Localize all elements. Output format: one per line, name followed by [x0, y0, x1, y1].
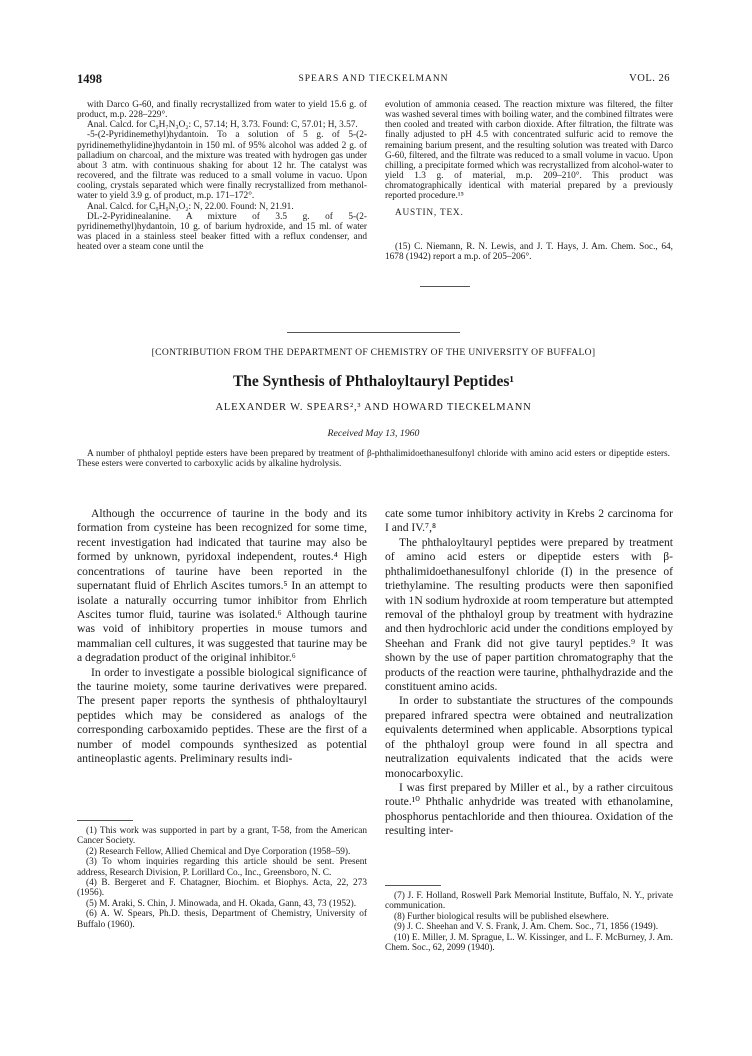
paragraph: with Darco G-60, and finally recrystallized from water to yield 15.6 g. of product, m.p. 228–229°. — [77, 100, 367, 121]
article-divider — [287, 332, 460, 333]
body-right-column — [385, 507, 673, 839]
paragraph: Although the occurrence of taurine in the body and its formation from cysteine has been recognized for some time, recent investigation had indicated that taurine may also be formed by unknown, pyridoxal independent, routes.⁴ High concentrations of taurine have been reported in the supernatant fluid of Ehrlich Ascites tumors.⁵ In an attempt to isolate a naturally occurring tumor inhibitor from Ehrlich Ascites tumor fluid, taurine was isolated.⁶ Although taurine was void of inhibitory properties in mouse tumors and mammalian cell cultures, it was suggested that taurine may be a degradation product of the original inhibitor.⁶ — [77, 507, 367, 665]
footnotes-left — [77, 826, 367, 930]
footnote: (2) Research Fellow, Allied Chemical and Dye Corporation (1958–59). — [86, 846, 351, 857]
prev-article-right-column — [385, 100, 673, 262]
footnote: (6) A. W. Spears, Ph.D. thesis, Department of Chemistry, University of Buffalo (1960). — [77, 909, 367, 930]
paragraph: cate some tumor inhibitory activity in Krebs 2 carcinoma for I and IV.⁷,⁸ — [385, 507, 673, 535]
footnote-rule — [420, 286, 470, 287]
running-title: SPEARS AND TIECKELMANN — [298, 74, 449, 84]
footnote: (8) Further biological results will be published elsewhere. — [394, 911, 609, 922]
page-number: 1498 — [77, 72, 102, 86]
footnote: (4) B. Bergeret and F. Chatagner, Biochim. et Biophys. Acta, 22, 273 (1956). — [77, 878, 367, 899]
paragraph: evolution of ammonia ceased. The reaction mixture was filtered, the filter was washed several times with boiling water, and the combined filtrates were then cooled and treated with carbon dioxide. After filtration, the filtrate was finally adjusted to pH 4.5 with concentrated sulfuric acid to remove the remaining barium present, and the resulting solution was treated with Darco G-60, filtered, and the filtrate was reduced to a small volume in vacuo. Upon chilling, a precipitate formed which was recrystallized from alcohol-water to yield 1.3 g. of material, m.p. 209–210°. This product was chromatographically identical with material prepared by a previously reported procedure.¹⁵ — [385, 100, 673, 202]
abstract-text: A number of phthaloyl peptide esters have been prepared by treatment of β-phthalimidoethanesulfonyl chloride with amino acid esters or dipeptide esters. These esters were converted to carboxylic acids by alkaline hydrolysis. — [77, 449, 670, 470]
paragraph: I was first prepared by Miller et al., by a rather circuitous route.¹⁰ Phthalic anhydride was treated with ethanolamine, phosphorus pentachloride and then thiourea. Oxidation of the resulting inter- — [385, 781, 673, 838]
footnote: (10) E. Miller, J. M. Sprague, L. W. Kissinger, and L. F. McBurney, J. Am. Chem. Soc., 62, 2099 (1940). — [385, 932, 673, 954]
contribution-line: [CONTRIBUTION FROM THE DEPARTMENT OF CHEMISTRY OF THE UNIVERSITY OF BUFFALO] — [151, 347, 596, 358]
running-header — [77, 72, 670, 88]
article-title: The Synthesis of Phthaloyltauryl Peptides¹ — [232, 373, 515, 390]
paragraph: In order to investigate a possible biological significance of the taurine moiety, some taurine derivatives were prepared. The present paper reports the synthesis of phthaloyltauryl peptides which may be considered as analogs of the corresponding carboxamido peptides. These are the first of a number of model compounds synthesized as potential antineoplastic agents. Preliminary results indi- — [77, 665, 367, 766]
paragraph: DL-2-Pyridinealanine. A mixture of 3.5 g. of 5-(2-pyridinemethyl)hydantoin, 10 g. of barium hydroxide, and 15 ml. of water was placed in a stainless steel beaker fitted with a reflux condenser, and heated over a steam cone until the — [77, 211, 367, 253]
paragraph: -5-(2-Pyridinemethyl)hydantoin. To a solution of 5 g. of 5-(2-pyridinemethylidine)hydantoin in 150 ml. of 95% alcohol was added 2 g. of palladium on charcoal, and the mixture was treated with hydrogen gas under about 3 atm. with continuous shaking for about 12 hr. The catalyst was recovered, and the filtrate was reduced to a small volume in vacuo. Upon cooling, crystals separated which were finally recrystallized from methanol-water to yield 3.9 g. of product, m.p. 171–172°. — [77, 130, 367, 202]
footnote-rule — [77, 820, 133, 821]
body-left-column — [77, 507, 367, 767]
footnote: (3) To whom inquiries regarding this article should be sent. Present address, Research Division, P. Lorillard Co., Inc., Greensboro, N. C. — [77, 857, 367, 878]
volume-label: VOL. 26 — [629, 73, 670, 84]
footnote: (7) J. F. Holland, Roswell Park Memorial Institute, Buffalo, N. Y., private communication. — [385, 891, 673, 912]
paragraph: In order to substantiate the structures of the compounds prepared infrared spectra were obtained and neutralization equivalents determined when applicable. Absorptions typical of the phthaloyl group were found in all spectra and neutralization equivalents indicated that the acids were monocarboxylic. — [385, 694, 673, 780]
prev-article-left-column — [77, 100, 367, 252]
footnote: (15) C. Niemann, R. N. Lewis, and J. T. Hays, J. Am. Chem. Soc., 64, 1678 (1942) report a m.p. of 205–206°. — [385, 241, 673, 262]
footnote: (5) M. Araki, S. Chin, J. Minowada, and H. Okada, Gann, 43, 73 (1952). — [86, 898, 357, 909]
footnote-rule — [385, 885, 441, 886]
location: AUSTIN, TEX. — [395, 207, 464, 218]
paragraph: Anal. Calcd. for C₉H₉N₃O₂: N, 22.00. Found: N, 21.91. — [87, 201, 294, 212]
footnote: (9) J. C. Sheehan and V. S. Frank, J. Am. Chem. Soc., 71, 1856 (1949). — [394, 922, 659, 933]
footnote: (1) This work was supported in part by a grant, T-58, from the American Cancer Society. — [77, 826, 367, 847]
abstract — [77, 449, 670, 469]
paragraph: The phthaloyltauryl peptides were prepared by treatment of amino acid esters or dipeptide esters with β-phthalimidoethanesulfonyl chloride (I) in the presence of triethylamine. The resulting products were then saponified with 1N sodium hydroxide at room temperature but attempted removal of the phthaloyl group by treatment with hydrazine and then hydrochloric acid under the conditions employed by Sheehan and Frank did not give tauryl peptides.⁹ It was shown by the use of paper partition chromatography that the products of the reaction were taurine, phthalhydrazide and the constituent amino acids. — [385, 535, 673, 694]
received-date: Received May 13, 1960 — [327, 428, 420, 439]
article-authors: ALEXANDER W. SPEARS²,³ AND HOWARD TIECKELMANN — [215, 402, 532, 413]
paragraph: Anal. Calcd. for C₉H₇N₃O₂: C, 57.14; H, 3.73. Found: C, 57.01; H, 3.57. — [87, 120, 358, 131]
footnotes-right — [385, 891, 673, 953]
